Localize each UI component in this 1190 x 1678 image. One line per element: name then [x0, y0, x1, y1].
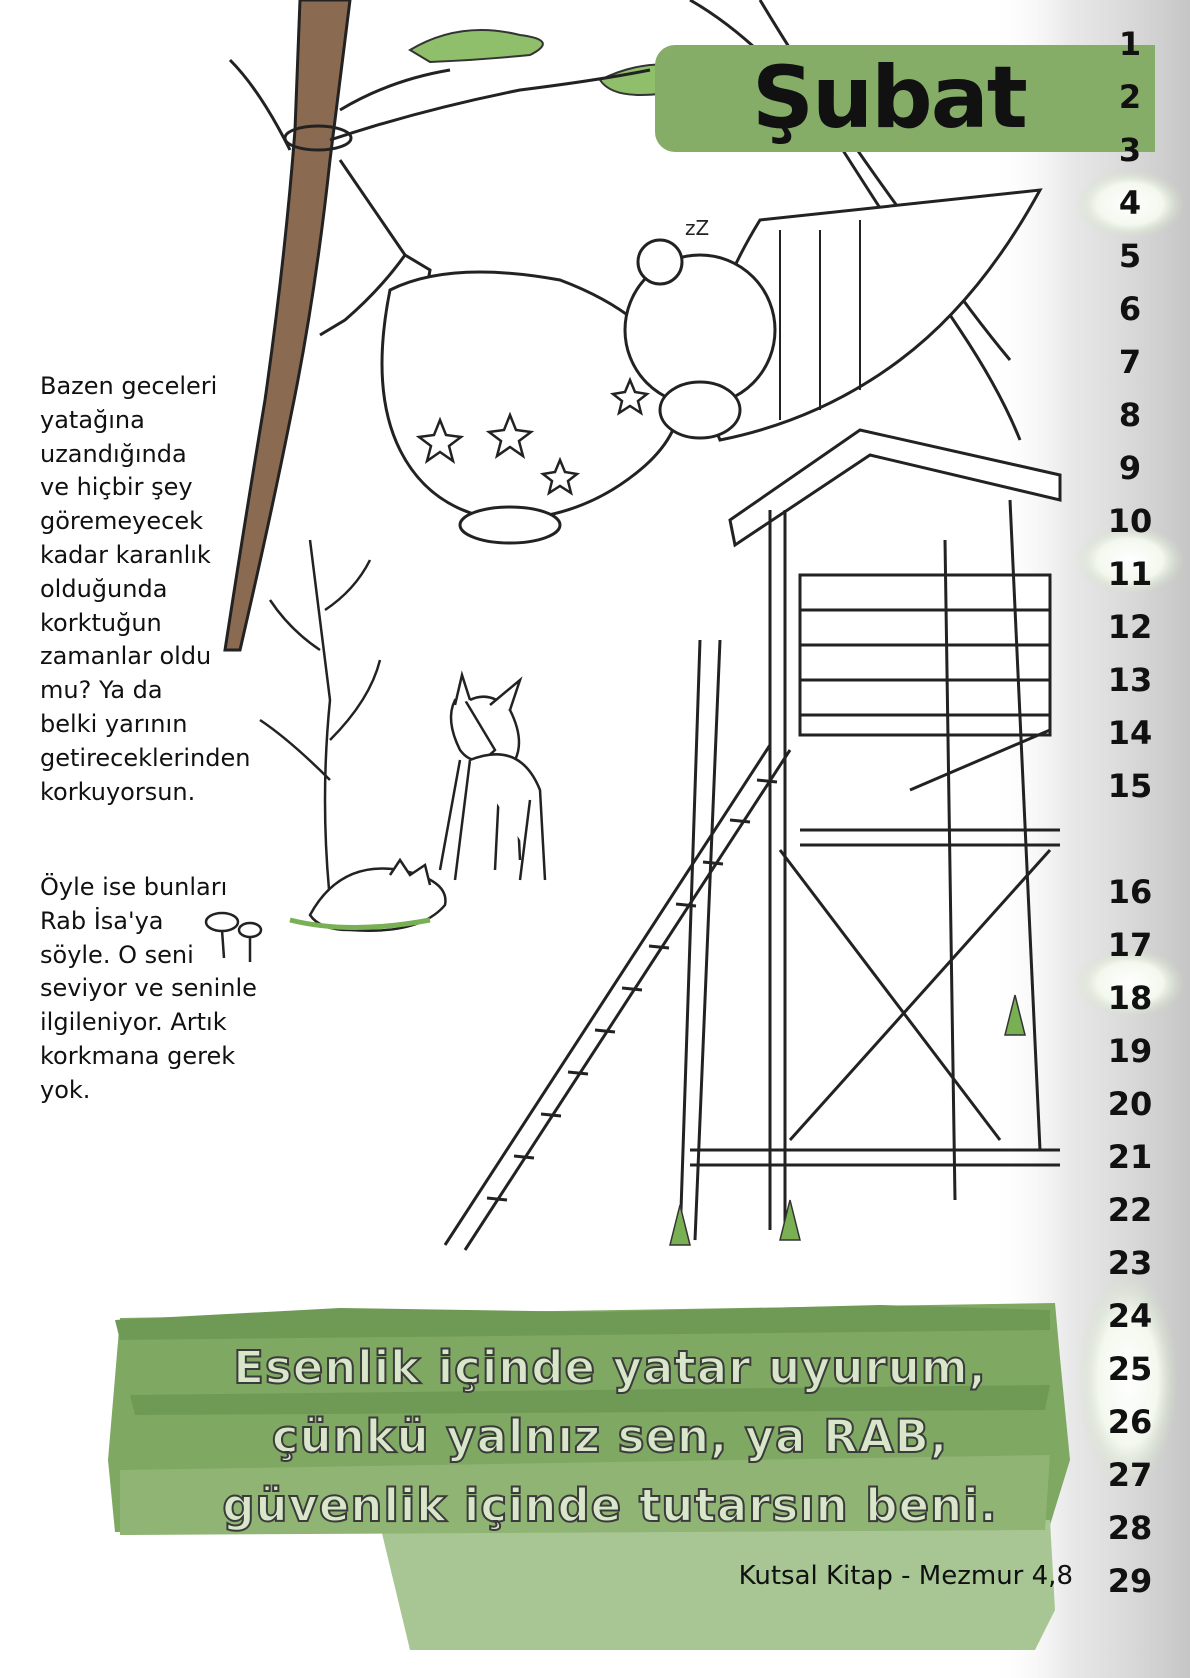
story-line: uzandığında [40, 439, 187, 468]
story-line: seviyor ve seninle [40, 974, 257, 1003]
day-number: 10 [1107, 502, 1153, 540]
day-number: 25 [1107, 1350, 1153, 1388]
story-line: Rab İsa'ya [40, 906, 164, 935]
story-line: Öyle ise bunları [40, 873, 228, 901]
svg-text:zZ: zZ [685, 216, 710, 240]
story-paragraph-2 [40, 871, 275, 1108]
day-number: 6 [1118, 290, 1142, 328]
story-line: zamanlar oldu [40, 642, 212, 671]
story-paragraph-1 [40, 370, 275, 809]
day-number: 17 [1107, 926, 1153, 964]
day-number: 2 [1118, 78, 1142, 116]
story-line: korkuyorsun. [40, 777, 196, 806]
day-number: 28 [1107, 1509, 1153, 1547]
day-number: 29 [1107, 1562, 1153, 1600]
story-line: olduğunda [40, 574, 168, 603]
grass-icon [670, 995, 1025, 1245]
day-number: 27 [1107, 1456, 1153, 1494]
verse-line: güvenlik içinde tutarsın beni. [222, 1479, 998, 1532]
day-number: 11 [1107, 555, 1153, 593]
story-line: ve hiçbir şey [40, 473, 193, 502]
day-number: 12 [1107, 608, 1153, 646]
day-number: 13 [1107, 661, 1153, 699]
day-number: 7 [1118, 343, 1142, 381]
day-number: 9 [1118, 449, 1142, 487]
story-line: yok. [40, 1075, 91, 1104]
story-line: kadar karanlık [40, 540, 211, 569]
day-number: 15 [1107, 767, 1153, 805]
day-number: 18 [1107, 979, 1153, 1017]
story-line: göremeyecek [40, 507, 203, 536]
story-line: ilgileniyor. Artık [40, 1008, 227, 1037]
bush-icon [260, 540, 380, 900]
verse-source: Kutsal Kitap - Mezmur 4,8 [738, 1561, 1073, 1591]
story-line: korkmana gerek [40, 1041, 236, 1070]
fawn-icon [440, 675, 545, 880]
day-number: 24 [1107, 1297, 1153, 1335]
day-number: 19 [1107, 1032, 1153, 1070]
story-line: Bazen geceleri [40, 372, 218, 400]
foliage-icon [410, 30, 543, 62]
story-line: mu? Ya da [40, 676, 163, 705]
story-line: korktuğun [40, 608, 162, 637]
day-number: 20 [1107, 1085, 1153, 1123]
day-number: 21 [1107, 1138, 1153, 1176]
bear-icon [382, 216, 775, 543]
day-number: 3 [1118, 131, 1142, 169]
day-number: 14 [1107, 714, 1153, 752]
day-number: 16 [1107, 873, 1153, 911]
day-number: 22 [1107, 1191, 1153, 1229]
month-title: Şubat [752, 48, 1026, 148]
story-line: getireceklerinden [40, 743, 251, 772]
day-number: 4 [1118, 184, 1142, 222]
day-number: 8 [1118, 396, 1142, 434]
verse-line: Esenlik içinde yatar uyurum, [233, 1341, 987, 1394]
day-number: 1 [1118, 25, 1142, 63]
day-number: 23 [1107, 1244, 1153, 1282]
story-line: söyle. O seni [40, 940, 194, 969]
verse-line: çünkü yalnız sen, ya RAB, [271, 1410, 949, 1463]
verse-quote [170, 1333, 1050, 1540]
story-line: belki yarının [40, 709, 188, 738]
day-number: 26 [1107, 1403, 1153, 1441]
day-number: 5 [1118, 237, 1142, 275]
story-line: yatağına [40, 405, 145, 434]
